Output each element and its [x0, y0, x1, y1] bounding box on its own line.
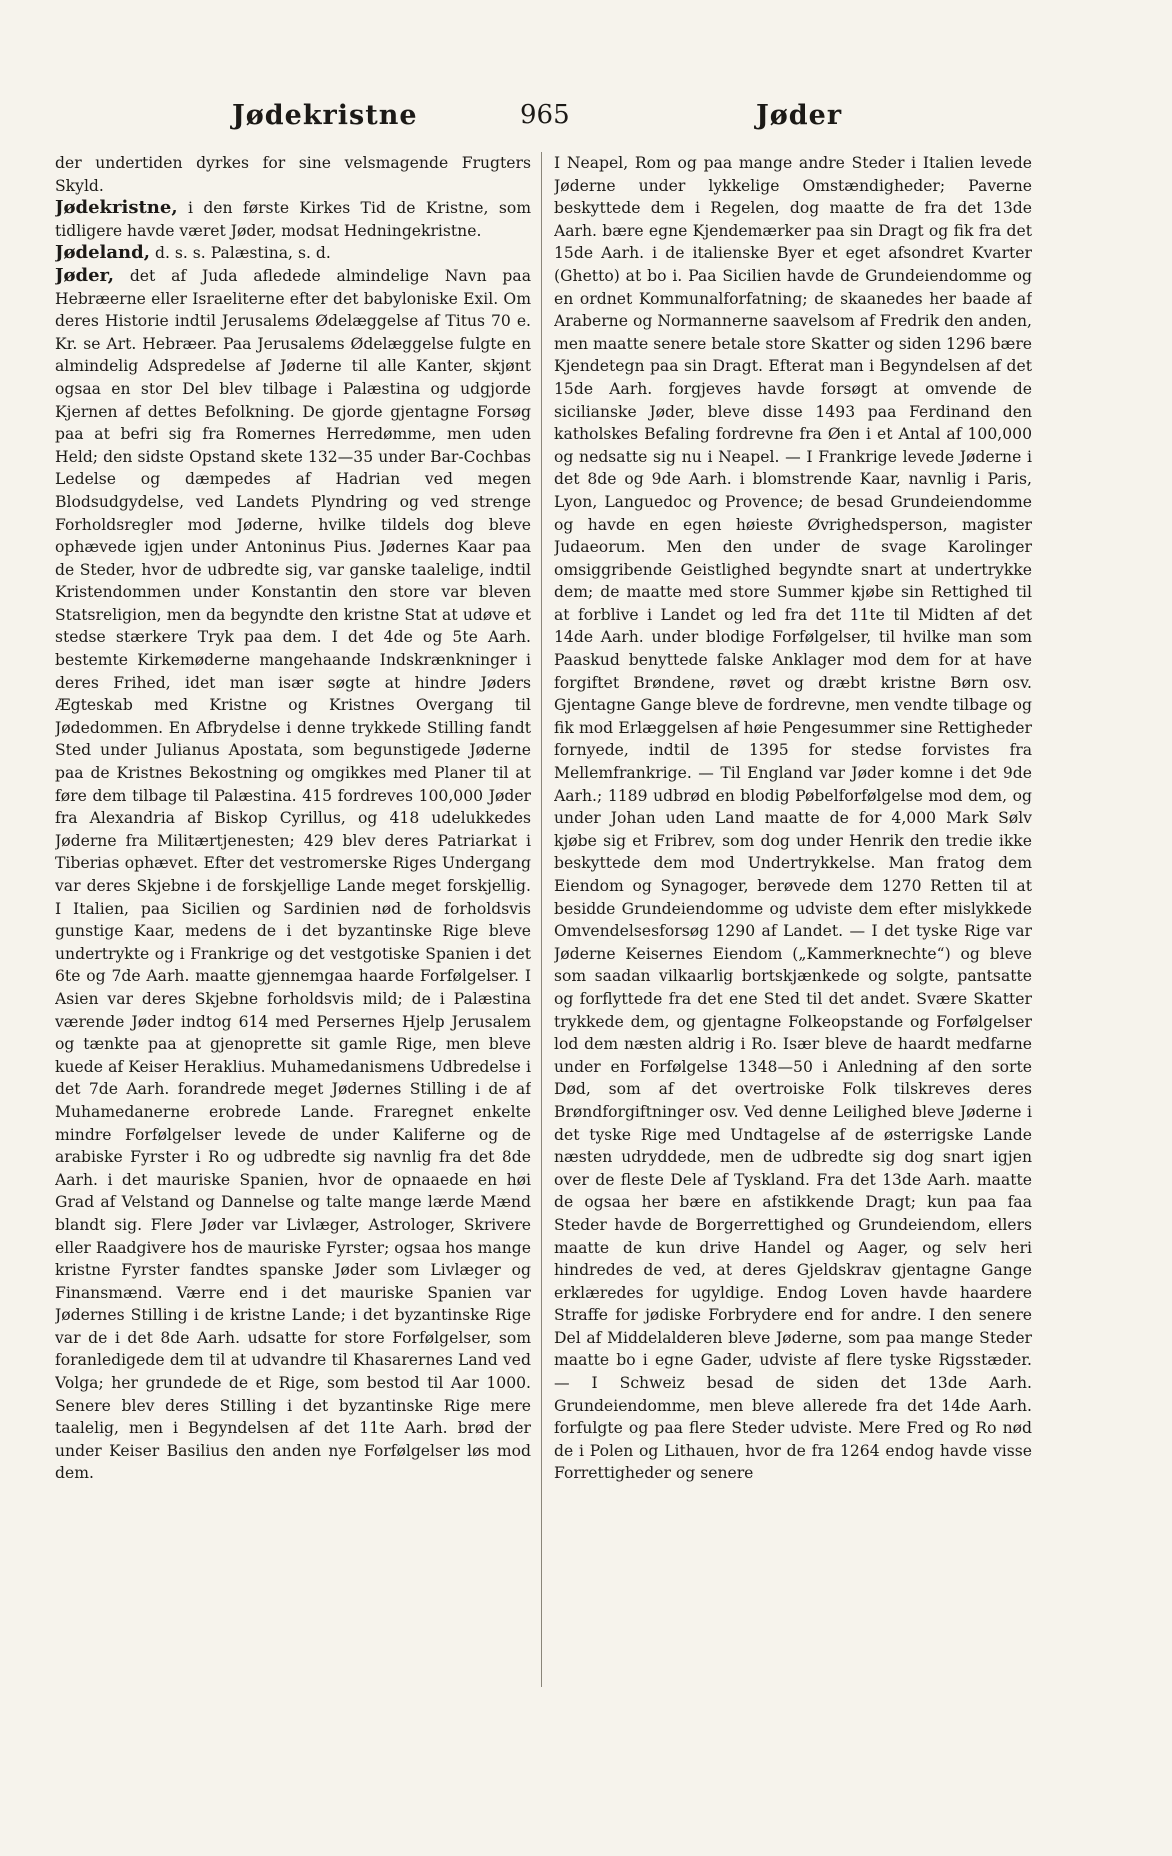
entry-joder: [55, 265, 531, 1485]
entry-joder-continued: I Neapel, Rom og paa mange andre Steder i Italien levede Jøderne under lykkelige Omstændigheder; Paverne beskyttede dem i Regelen, dog maatte de fra det 13de Aarh. bære egne Kjendemærker paa sin Dragt og fik fra det 15de Aarh. i de italienske Byer et eget afsondret Kvarter (Ghetto) at bo i. Paa Sicilien havde de Grundeiendomme og en ordnet Kommunalforfatning; de skaanedes her baade af Araberne og Normannerne saavelsom af Fredrik den anden, men maatte senere betale store Skatter og siden 1296 bære Kjendetegn paa sin Dragt. Efterat man i Begyndelsen af det 15de Aarh. forgjeves havde forsøgt at omvende de sicilianske Jøder, bleve disse 1493 paa Ferdinand den katholskes Befaling fordrevne fra Øen i et Antal af 100,000 og nedsatte sig nu i Neapel. — I Frankrige levede Jøderne i det 8de og 9de Aarh. i blomstrende Kaar, navnlig i Paris, Lyon, Languedoc og Provence; de besad Grundeiendomme og havde en egen høieste Øvrighedsperson, magister Judaeorum. Men den under de svage Karolinger omsiggribende Geistlighed begyndte snart at undertrykke dem; de maatte med store Summer kjøbe sin Rettighed til at forblive i Landet og led fra det 11te til Midten af det 14de Aarh. under blodige Forfølgelser, til hvilke man som Paaskud benyttede falske Anklager mod dem for at have forgiftet Brøndene, røvet og dræbt kristne Børn osv. Gjentagne Gange bleve de fordrevne, men vendte tilbage og fik mod Erlæggelsen af høie Pengesummer sine Rettigheder fornyede, indtil de 1395 for stedse forvistes fra Mellemfrankrige. — Til England var Jøder komne i det 9de Aarh.; 1189 udbrød en blodig Pøbelforfølgelse mod dem, og under Johan uden Land maatte de for 4,000 Mark Sølv kjøbe sig et Fribrev, som dog under Henrik den tredie ikke beskyttede dem mod Undertrykkelse. Man fratog dem Eiendom og Synagoger, berøvede dem 1270 Retten til at besidde Grundeiendomme og udviste dem efter mislykkede Omvendelsesforsøg 1290 af Landet. — I det tyske Rige var Jøderne Keisernes Eiendom („Kammerknechte“) og bleve som saadan vilkaarlig bortskjænkede og solgte, pantsatte og forflyttede fra det ene Sted til det andet. Svære Skatter trykkede dem, og gjentagne Folkeopstande og Forfølgelser lod dem næsten aldrig i Ro. Især bleve de haardt medfarne under en Forfølgelse 1348—50 i Anledning af den sorte Død, som af det overtroiske Folk tilskreves deres Brøndforgiftninger osv. Ved denne Leilighed bleve Jøderne i det tyske Rige med Undtagelse af de østerrigske Lande næsten udryddede, men de udbredte sig dog snart igjen over de fleste Dele af Tyskland. Fra det 13de Aarh. maatte de ogsaa her bære en afstikkende Dragt; kun paa faa Steder havde de Borgerrettighed og Grundeiendom, ellers maatte de kun drive Handel og Aager, og selv heri hindredes de ved, at deres Gjeldskrav gjentagne Gange erklæredes for ugyldige. Endog Loven havde haardere Straffe for jødiske Forbrydere end for andre. I den senere Del af Middelalderen bleve Jøderne, som paa mange Steder maatte bo i egne Gader, udviste af flere tyske Rigsstæder. — I Schweiz besad de siden det 13de Aarh. Grundeiendomme, men bleve allerede fra det 14de Aarh. forfulgte og paa flere Steder udviste. Mere Fred og Ro nød de i Polen og Lithauen, hvor de fra 1264 endog havde visse Forrettigheder og senere: [554, 154, 1032, 1483]
running-header: [0, 100, 1172, 140]
headword: Jødeland,: [55, 242, 151, 264]
headword: Jødekristne,: [55, 197, 178, 219]
left-column: [55, 152, 531, 1842]
right-column: [554, 152, 1032, 1842]
continuation-paragraph: der undertiden dyrkes for sine velsmagende Frugters Skyld.: [55, 154, 531, 195]
column-divider: [541, 152, 542, 1687]
entry-jodekristne: [55, 197, 531, 242]
entry-text: d. s. s. Palæstina, s. d.: [150, 244, 331, 263]
left-guide-word: Jødekristne: [232, 100, 418, 131]
right-guide-word: Jøder: [756, 100, 843, 131]
headword: Jøder,: [55, 264, 115, 286]
page-number: 965: [520, 100, 570, 130]
entry-jodeland: [55, 242, 531, 265]
entry-text: det af Juda afledede almindelige Navn paa Hebræerne eller Israeliterne efter det babyloniske Exil. Om deres Historie indtil Jerusalems Ødelæggelse af Titus 70 e. Kr. se Art. Hebræer. Paa Jerusalems Ødelæggelse fulgte en almindelig Adspredelse af Jøderne til alle Kanter, skjønt ogsaa en stor Del blev tilbage i Palæstina og udgjorde Kjernen af dettes Befolkning. De gjorde gjentagne Forsøg paa at befri sig fra Romernes Herredømme, men uden Held; den sidste Opstand skete 132—35 under Bar-Cochbas Ledelse og dæmpedes af Hadrian ved megen Blodsudgydelse, ved Landets Plyndring og ved strenge Forholdsregler mod Jøderne, hvilke tildels dog bleve ophævede igjen under Antoninus Pius. Jødernes Kaar paa de Steder, hvor de udbredte sig, var ganske taalelige, indtil Kristendommen under Konstantin den store var bleven Statsreligion, men da begyndte den kristne Stat at udøve et stedse stærkere Tryk paa dem. I det 4de og 5te Aarh. bestemte Kirkemøderne mangehaande Indskrænkninger i deres Frihed, idet man især søgte at hindre Jøders Ægteskab med Kristne og Kristnes Overgang til Jødedommen. En Afbrydelse i denne trykkede Stilling fandt Sted under Julianus Apostata, som begunstigede Jøderne paa de Kristnes Bekostning og omgikkes med Planer til at føre dem tilbage til Palæstina. 415 fordreves 100,000 Jøder fra Alexandria af Biskop Cyrillus, og 418 udelukkedes Jøderne fra Militærtjenesten; 429 blev deres Patriarkat i Tiberias ophævet. Efter det vestromerske Riges Undergang var deres Skjebne i de forskjellige Lande meget forskjellig. I Italien, paa Sicilien og Sardinien nød de forholdsvis gunstige Kaar, medens de i det byzantinske Rige bleve undertrykte og i Frankrige og det vestgotiske Spanien i det 6te og 7de Aarh. maatte gjennemgaa haarde Forfølgelser. I Asien var deres Skjebne forholdsvis mild; de i Palæstina værende Jøder indtog 614 med Persernes Hjelp Jerusalem og tænkte paa at gjenoprette sit gamle Rige, men bleve kuede af Keiser Heraklius. Muhamedanismens Udbredelse i det 7de Aarh. forandrede meget Jødernes Stilling i de af Muhamedanerne erobrede Lande. Fraregnet enkelte mindre Forfølgelser levede de under Kaliferne og de arabiske Fyrster i Ro og udbredte sig navnlig fra det 8de Aarh. i det mauriske Spanien, hvor de opnaaede en høi Grad af Velstand og Dannelse og talte mange lærde Mænd blandt sig. Flere Jøder var Livlæger, Astrologer, Skrivere eller Raadgivere hos de mauriske Fyrster; ogsaa hos mange kristne Fyrster fandtes spanske Jøder som Livlæger og Finansmænd. Værre end i det mauriske Spanien var Jødernes Stilling i de kristne Lande; i det byzantinske Rige var de i det 8de Aarh. udsatte for store Forfølgelser, som foranledigede dem til at udvandre til Khasarernes Land ved Volga; her grundede de et Rige, som bestod til Aar 1000. Senere blev deres Stilling i det byzantinske Rige mere taalelig, men i Begyndelsen af det 11te Aarh. brød der under Keiser Basilius den anden nye Forfølgelser løs mod dem.: [55, 266, 531, 1483]
entry-text: i den første Kirkes Tid de Kristne, som tidligere havde været Jøder, modsat Hedningekristne.: [55, 199, 531, 240]
